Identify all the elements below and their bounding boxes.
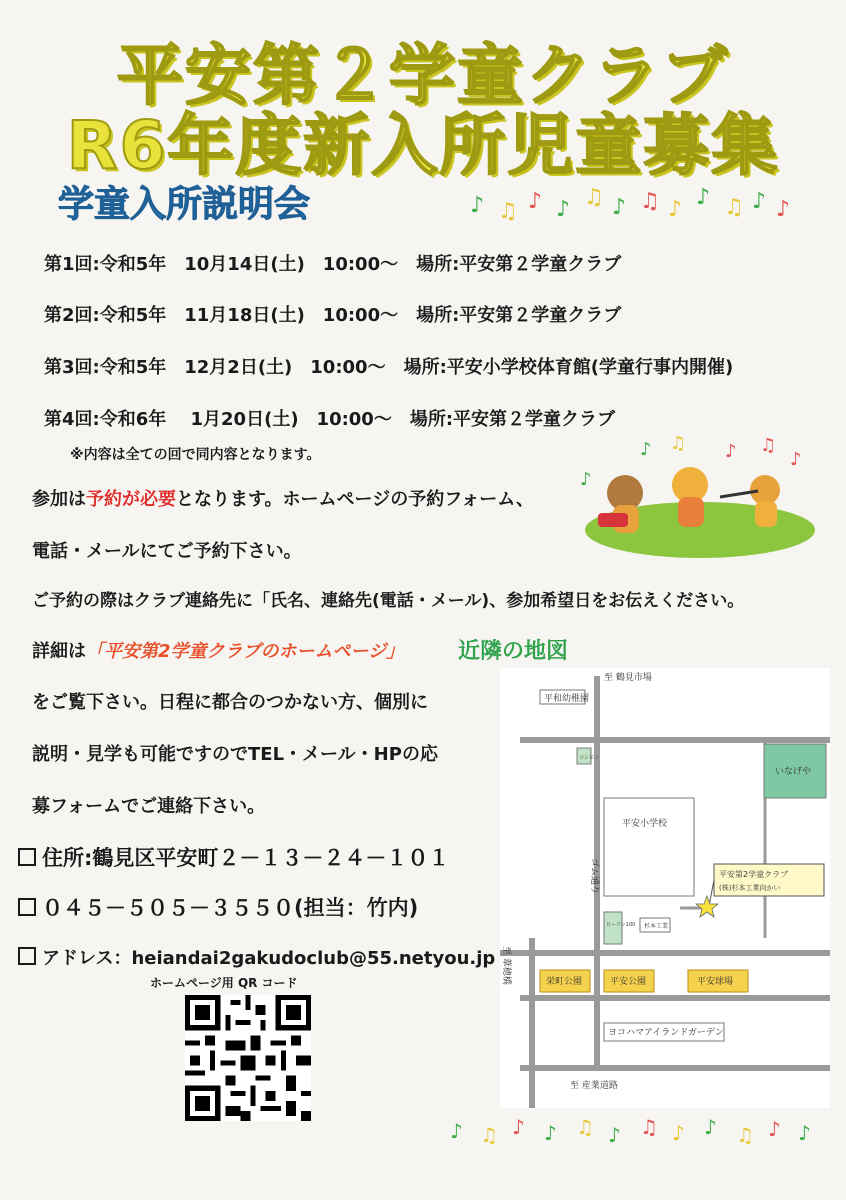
reservation-suffix: となります。ホームページの予約フォーム、 xyxy=(176,489,534,510)
details-line2: をご覧下さい。日程に都合のつかない方、個別に xyxy=(32,692,428,713)
address-text: 住所:鶴見区平安町２－１３－２４－１０１ xyxy=(42,846,450,870)
svg-text:♫: ♫ xyxy=(576,1115,594,1139)
checkbox-icon xyxy=(18,947,36,965)
svg-text:♪: ♪ xyxy=(528,189,543,214)
neighborhood-map[interactable] xyxy=(500,668,830,1108)
map-label-tsurumi: 至 鶴見市場 xyxy=(604,673,652,683)
svg-text:♪: ♪ xyxy=(556,197,571,222)
reservation-line2: 電話・メールにてご予約下さい。 xyxy=(32,541,302,562)
checkbox-icon xyxy=(18,848,36,866)
svg-text:♪: ♪ xyxy=(768,1117,781,1141)
svg-text:♪: ♪ xyxy=(725,441,737,462)
qr-label: ホームページ用 QR コード xyxy=(150,976,298,990)
session-4: 第4回:令和6年 1月20日(土) 10:00～ 場所:平安第２学童クラブ xyxy=(44,409,616,430)
svg-text:♫: ♫ xyxy=(736,1123,754,1147)
map-label-yokohama: ヨコハマアイランドガーデン xyxy=(608,1028,724,1038)
details-line4: 募フォームでご連絡下さい。 xyxy=(32,796,266,817)
svg-text:♪: ♪ xyxy=(790,449,802,470)
map-label-sugimoto: 杉本工業 xyxy=(644,923,669,930)
details-line3: 説明・見学も可能ですのでTEL・メール・HPの応 xyxy=(32,744,438,765)
svg-text:♫: ♫ xyxy=(584,185,604,210)
email-label: アドレス： xyxy=(42,948,132,969)
map-label-club-line2: (株)杉本工業向かい xyxy=(719,884,781,892)
map-label-sakaemachi: 栄町公園 xyxy=(546,977,583,987)
details-line1 xyxy=(32,637,404,663)
svg-text:♪: ♪ xyxy=(776,197,791,222)
svg-text:♪: ♪ xyxy=(672,1121,685,1145)
map-label-school: 平安小学校 xyxy=(622,819,668,829)
svg-text:♪: ♪ xyxy=(608,1123,621,1147)
map-label-heian-park: 平安公園 xyxy=(610,977,647,987)
svg-text:♪: ♪ xyxy=(704,1115,717,1139)
homepage-link[interactable]: 「平安第2学童クラブのホームページ」 xyxy=(86,641,405,662)
svg-text:♪: ♪ xyxy=(512,1115,525,1139)
svg-text:♫: ♫ xyxy=(480,1123,498,1147)
reservation-line3: ご予約の際はクラブ連絡先に「氏名、連絡先(電話・メール)、参加希望日をお伝えください。 xyxy=(32,591,745,611)
note: ※内容は全ての回で同内容となります。 xyxy=(70,447,321,463)
svg-text:♫: ♫ xyxy=(724,195,744,220)
page-title-line2: R6年度新入所児童募集 xyxy=(66,107,780,184)
svg-text:♫: ♫ xyxy=(670,435,687,454)
svg-text:♪: ♪ xyxy=(752,189,767,214)
qr-code-icon[interactable] xyxy=(185,995,311,1121)
svg-text:♪: ♪ xyxy=(612,195,627,220)
subtitle: 学童入所説明会 xyxy=(58,184,311,225)
svg-text:♫: ♫ xyxy=(640,1115,658,1139)
details-prefix: 詳細は xyxy=(32,641,86,662)
checkbox-icon xyxy=(18,898,36,916)
reservation-highlight: 予約が必要 xyxy=(86,489,176,510)
map-label-sangyo: 至 産業道路 xyxy=(570,1081,618,1091)
email xyxy=(18,944,495,970)
map-title: 近隣の地図 xyxy=(458,639,569,664)
map-label-namamugi: 至 葦穂橋 xyxy=(501,946,511,985)
music-notes-bottom-icon xyxy=(450,1110,830,1150)
map-label-club-line1: 平安第2学童クラブ xyxy=(719,870,789,879)
map-label-heiwa: 平和幼稚園 xyxy=(544,694,590,704)
phone-text: ０４５－５０５－３５５０(担当：竹内) xyxy=(42,896,419,920)
svg-text:♪: ♪ xyxy=(544,1121,557,1145)
session-3: 第3回:令和5年 12月2日(土) 10:00～ 場所:平安小学校体育館(学童行事内開催) xyxy=(44,357,734,378)
svg-text:♫: ♫ xyxy=(640,189,660,214)
mascot-band-icon xyxy=(580,435,820,560)
address xyxy=(18,842,449,872)
map-label-gomu: ゴム通り xyxy=(589,858,599,895)
music-notes-icon xyxy=(470,180,800,225)
svg-text:♪: ♪ xyxy=(640,439,652,460)
phone xyxy=(18,892,418,922)
map-label-lawson: ローソン100 xyxy=(606,922,636,928)
svg-text:♪: ♪ xyxy=(450,1119,463,1143)
session-2: 第2回:令和5年 11月18日(土) 10:00～ 場所:平安第２学童クラブ xyxy=(44,305,622,326)
reservation-line1 xyxy=(32,485,534,511)
svg-text:♪: ♪ xyxy=(798,1121,811,1145)
map-label-conveni: コンビニ xyxy=(579,755,600,761)
svg-text:♫: ♫ xyxy=(498,199,518,224)
page-title-line1: 平安第２学童クラブ xyxy=(117,37,729,114)
map-label-inageya: いなげや xyxy=(775,767,812,777)
map-label-heian-field: 平安球場 xyxy=(697,977,734,987)
svg-text:♪: ♪ xyxy=(696,185,711,210)
session-1: 第1回:令和5年 10月14日(土) 10:00～ 場所:平安第２学童クラブ xyxy=(44,254,622,275)
reservation-prefix: 参加は xyxy=(32,489,86,510)
email-address[interactable]: heiandai2gakudoclub@55.netyou.jp xyxy=(131,948,496,969)
svg-text:♪: ♪ xyxy=(470,193,485,218)
svg-text:♫: ♫ xyxy=(760,435,777,456)
svg-text:♪: ♪ xyxy=(668,197,683,222)
svg-text:♪: ♪ xyxy=(580,469,592,490)
